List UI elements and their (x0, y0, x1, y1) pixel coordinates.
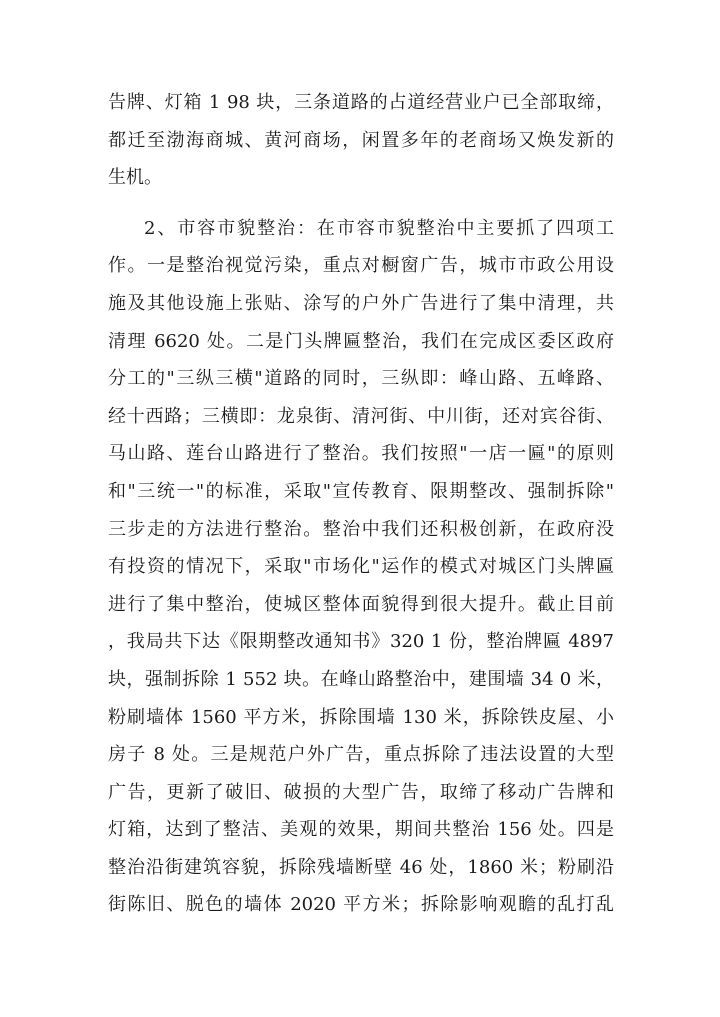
text-line: 清理 6620 处。二是门头牌匾整治，我们在完成区委区政府 (108, 330, 614, 352)
text-line: 灯箱，达到了整洁、美观的效果，期间共整治 156 处。四是 (108, 819, 614, 841)
text-line: 经十西路；三横即：龙泉街、清河街、中川街，还对宾谷街、 (108, 405, 614, 427)
text-line: ，我局共下达《限期整改通知书》320 1 份，整治牌匾 4897 (108, 631, 614, 653)
text-line: 三步走的方法进行整治。整治中我们还积极创新，在政府没 (108, 518, 614, 540)
text-line: 分工的"三纵三横"道路的同时，三纵即：峰山路、五峰路、 (108, 368, 614, 390)
text-line: 告牌、灯箱 1 98 块，三条道路的占道经营业户已全部取缔， (108, 92, 614, 113)
text-line: 街陈旧、脱色的墙体 2020 平方米；拆除影响观瞻的乱打乱 (108, 894, 614, 916)
text-line: 广告，更新了破旧、破损的大型广告，取缔了移动广告牌和 (108, 781, 614, 803)
text-line: 有投资的情况下，采取"市场化"运作的模式对城区门头牌匾 (108, 556, 614, 578)
text-line: 都迁至渤海商城、黄河商场，闲置多年的老商场又焕发新的 (108, 129, 614, 151)
document-body (108, 84, 614, 924)
text-line: 和"三统一"的标准，采取"宣传教育、限期整改、强制拆除" (108, 480, 614, 502)
text-line: 作。一是整治视觉污染，重点对橱窗广告，城市市政公用设 (108, 255, 614, 277)
text-line: 房子 8 处。三是规范户外广告，重点拆除了违法设置的大型 (108, 744, 614, 766)
text-line: 块，强制拆除 1 552 块。在峰山路整治中，建围墙 34 0 米， (108, 668, 614, 690)
text-line: 进行了集中整治，使城区整体面貌得到很大提升。截止目前 (108, 593, 614, 615)
text-line: 生机。 (108, 167, 162, 189)
text-line: 马山路、莲台山路进行了整治。我们按照"一店一匾"的原则 (108, 443, 614, 465)
text-line: 整治沿街建筑容貌，拆除残墙断壁 46 处，1860 米；粉刷沿 (108, 856, 614, 878)
text-line: 粉刷墙体 1560 平方米，拆除围墙 130 米，拆除铁皮屋、小 (108, 706, 614, 728)
text-line: 施及其他设施上张贴、涂写的户外广告进行了集中清理，共 (108, 292, 614, 314)
text-line: 2、市容市貌整治：在市容市貌整治中主要抓了四项工 (144, 217, 614, 239)
paragraph-2 (108, 210, 614, 924)
paragraph-spacer (108, 197, 614, 210)
paragraph-1 (108, 84, 614, 197)
